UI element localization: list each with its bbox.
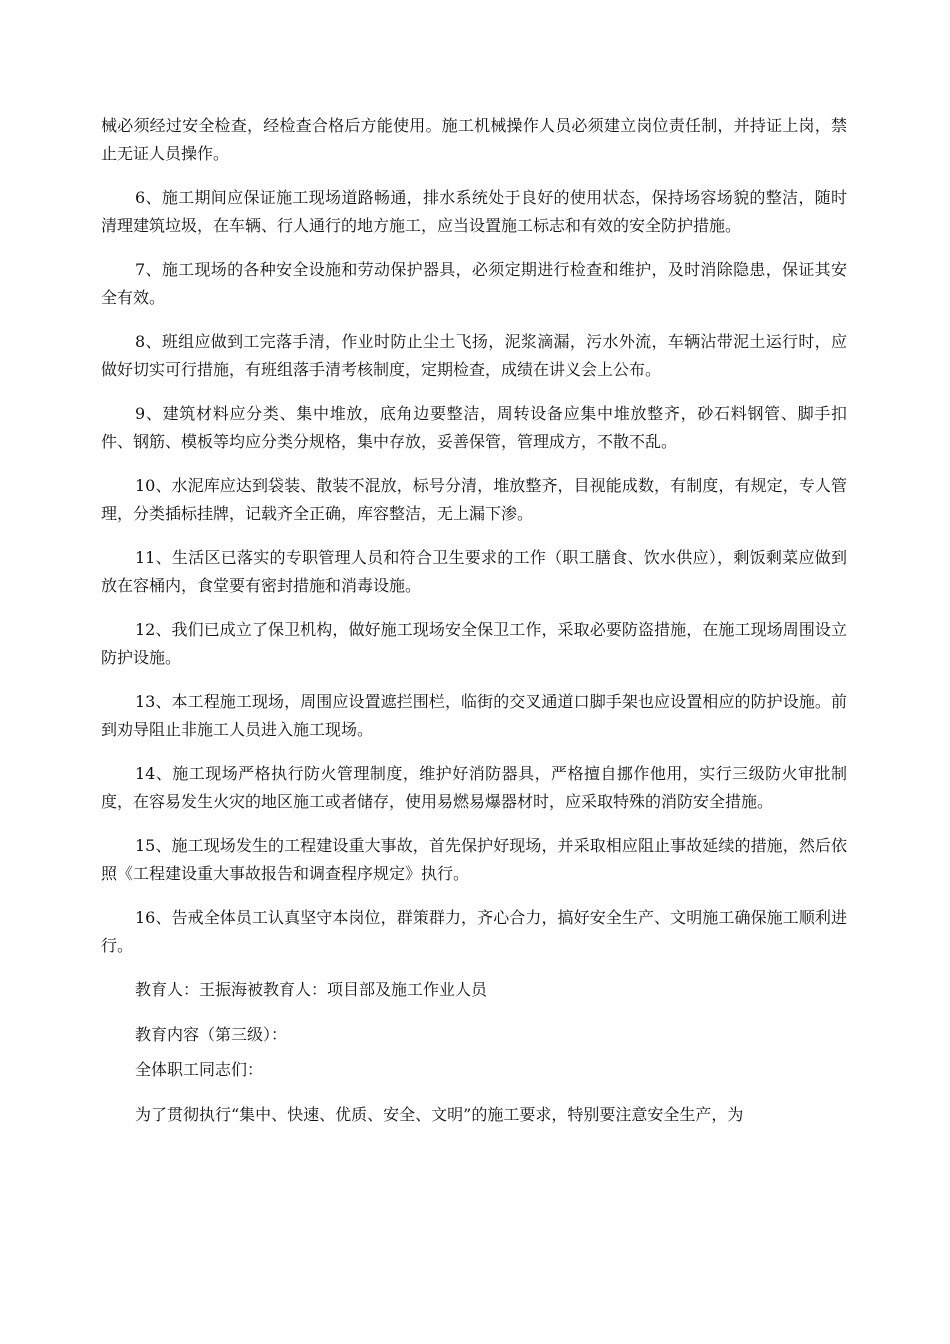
- paragraph-item-6: 6、施工期间应保证施工现场道路畅通，排水系统处于良好的使用状态，保持场容场貌的整洁，随时清理建筑垃圾，在车辆、行人通行的地方施工，应当设置施工标志和有效的安全防护措施。: [101, 188, 847, 235]
- salutation: 全体职工同志们：: [135, 1060, 264, 1079]
- paragraph-item-10: 10、水泥库应达到袋装、散装不混放，标号分清，堆放整齐，目视能成数，有制度，有规定，专人管理，分类插标挂牌，记载齐全正确，库容整洁，无上漏下渗。: [101, 476, 847, 523]
- paragraph-item-13: 13、本工程施工现场，周围应设置遮拦围栏，临街的交叉通道口脚手架也应设置相应的防护设施。前到劝导阻止非施工人员进入施工现场。: [101, 692, 847, 739]
- paragraph-item-12: 12、我们已成立了保卫机构，做好施工现场安全保卫工作，采取必要防盗措施，在施工现场周围设立防护设施。: [101, 620, 847, 667]
- paragraph-continued: 械必须经过安全检查，经检查合格后方能使用。施工机械操作人员必须建立岗位责任制，并持证上岗，禁止无证人员操作。: [101, 116, 847, 163]
- paragraph-item-15: 15、施工现场发生的工程建设重大事故，首先保护好现场，并采取相应阻止事故延续的措施，然后依照《工程建设重大事故报告和调查程序规定》执行。: [101, 836, 847, 883]
- paragraph-item-16: 16、告戒全体员工认真坚守本岗位，群策群力，齐心合力，搞好安全生产、文明施工确保施工顺利进行。: [101, 908, 847, 955]
- paragraph-item-9: 9、建筑材料应分类、集中堆放，底角边要整洁，周转设备应集中堆放整齐，砂石料钢管、脚手扣件、钢筋、模板等均应分类分规格，集中存放，妥善保管，管理成方，不散不乱。: [101, 404, 847, 451]
- paragraph-intro: 为了贯彻执行“集中、快速、优质、安全、文明”的施工要求，特别要注意安全生产，为: [135, 1104, 744, 1124]
- document-body: [101, 112, 847, 1145]
- education-content-heading: 教育内容（第三级）：: [135, 1024, 288, 1044]
- paragraph-item-14: 14、施工现场严格执行防火管理制度，维护好消防器具，严格擅自挪作他用，实行三级防火审批制度，在容易发生火灾的地区施工或者储存，使用易燃易爆器材时，应采取特殊的消防安全措施。: [101, 764, 847, 811]
- paragraph-item-7: 7、施工现场的各种安全设施和劳动保护器具，必须定期进行检查和维护，及时消除隐患，保证其安全有效。: [101, 260, 847, 307]
- paragraph-item-8: 8、班组应做到工完落手清，作业时防止尘土飞扬，泥浆滴漏，污水外流，车辆沾带泥土运行时，应做好切实可行措施，有班组落手清考核制度，定期检查，成绩在讲义会上公布。: [101, 332, 847, 379]
- educator-line: 教育人：王振海被教育人：项目部及施工作业人员: [135, 980, 488, 999]
- paragraph-item-11: 11、生活区已落实的专职管理人员和符合卫生要求的工作（职工膳食、饮水供应），剩饭剩菜应做到放在容桶内，食堂要有密封措施和消毒设施。: [101, 548, 847, 595]
